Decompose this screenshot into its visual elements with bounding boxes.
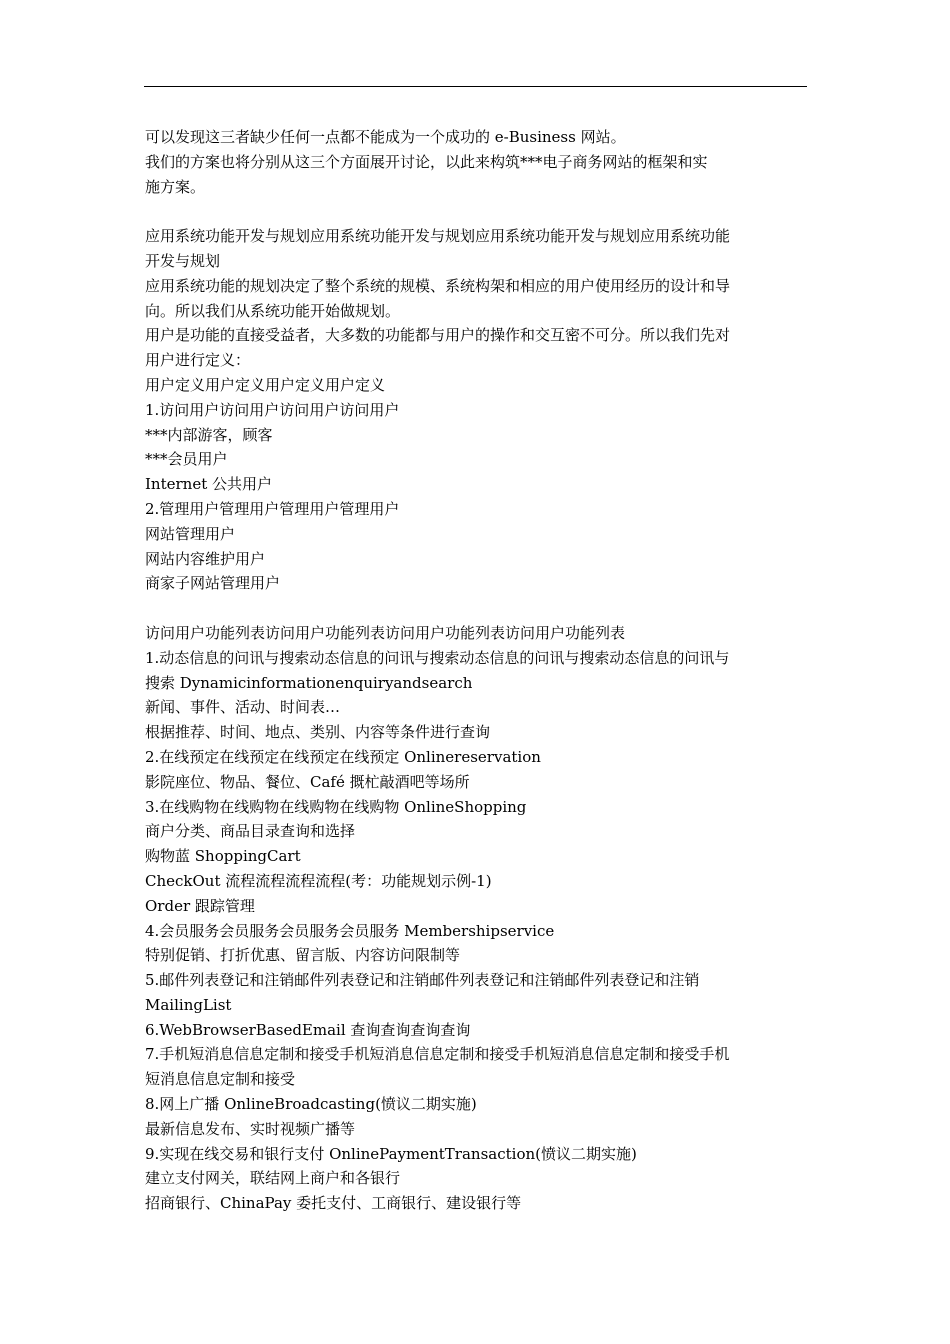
list-item: ***内部游客，顾客 — [145, 425, 273, 444]
list-item: Order 跟踪管理 — [145, 896, 255, 915]
text-line: 可以发现这三者缺少任何一点都不能成为一个成功的 e-Business 网站。 — [145, 128, 626, 146]
list-item: 1.动态信息的问讯与搜索动态信息的问讯与搜索动态信息的问讯与搜索动态信息的问讯与 — [145, 648, 730, 667]
text-line: 施方案。 — [145, 177, 206, 196]
list-item: 4.会员服务会员服务会员服务会员服务 Membershipservice — [145, 921, 555, 940]
text-line: 应用系统功能的规划决定了整个系统的规模、系统构架和相应的用户使用经历的设计和导 — [145, 276, 731, 295]
list-item: 影院座位、物品、餐位、Café 摡杧敲酒吧等场所 — [145, 772, 470, 791]
list-item: 网站管理用户 — [145, 524, 236, 543]
list-item: MailingList — [145, 995, 232, 1014]
list-item: 建立支付网关，联结网上商户和各银行 — [145, 1169, 401, 1188]
text-line: 向。所以我们从系统功能开始做规划。 — [145, 301, 401, 320]
list-item: 2.管理用户管理用户管理用户管理用户 — [145, 499, 400, 518]
text-line: 用户是功能的直接受益者，大多数的功能都与用户的操作和交互密不可分。所以我们先对 — [145, 326, 731, 345]
list-item: 根据推荐、时间、地点、类别、内容等条件进行查询 — [145, 723, 491, 742]
section-heading-continued: 开发与规划 — [145, 251, 221, 270]
document-body — [145, 125, 807, 1216]
list-item: 1.访问用户访问用户访问用户访问用户 — [145, 400, 400, 419]
list-item: 3.在线购物在线购物在线购物在线购物 OnlineShopping — [145, 797, 527, 816]
list-item: 6.WebBrowserBasedEmail 查询查询查询查询 — [145, 1020, 471, 1039]
list-item: 搜索 Dynamicinformationenquiryandsearch — [145, 673, 473, 692]
list-item: 网站内容维护用户 — [145, 549, 266, 568]
list-item: 新闻、事件、活动、时间表… — [145, 698, 341, 717]
list-item: 2.在线预定在线预定在线预定在线预定 Onlinereservation — [145, 747, 541, 766]
list-item: 商家子网站管理用户 — [145, 574, 281, 593]
list-item: 7.手机短消息信息定制和接受手机短消息信息定制和接受手机短消息信息定制和接受手机 — [145, 1045, 730, 1064]
list-item: 短消息信息定制和接受 — [145, 1070, 296, 1089]
subsection-heading: 用户定义用户定义用户定义用户定义 — [145, 375, 386, 394]
list-item: ***会员用户 — [145, 450, 228, 469]
list-item: 最新信息发布、实时视频广播等 — [145, 1119, 356, 1138]
list-item: 商户分类、商品目录查询和选择 — [145, 822, 356, 841]
list-item: 招商银行、ChinaPay 委托支付、工商银行、建设银行等 — [145, 1194, 522, 1213]
list-item: 8.网上广播 OnlineBroadcasting(愤议二期实施) — [145, 1095, 477, 1114]
blank-line — [145, 596, 807, 621]
blank-line — [145, 199, 807, 224]
list-item: 购物蓝 ShoppingCart — [145, 847, 301, 866]
section-heading: 应用系统功能开发与规划应用系统功能开发与规划应用系统功能开发与规划应用系统功能 — [145, 227, 731, 246]
list-item: CheckOut 流程流程流程流程(考：功能规划示例-1) — [145, 871, 492, 890]
subsection-heading: 访问用户功能列表访问用户功能列表访问用户功能列表访问用户功能列表 — [145, 623, 626, 642]
list-item: Internet 公共用户 — [145, 475, 272, 494]
list-item: 5.邮件列表登记和注销邮件列表登记和注销邮件列表登记和注销邮件列表登记和注销 — [145, 971, 700, 990]
list-item: 特别促销、打折优惠、留言版、内容访问限制等 — [145, 946, 461, 965]
list-item: 9.实现在线交易和银行支付 OnlinePaymentTransaction(愤议二期实施) — [145, 1144, 637, 1163]
text-line: 用户进行定义： — [145, 351, 251, 370]
header-rule — [144, 86, 807, 87]
text-line: 我们的方案也将分别从这三个方面展开讨论，以此来构筑***电子商务网站的框架和实 — [145, 152, 708, 171]
